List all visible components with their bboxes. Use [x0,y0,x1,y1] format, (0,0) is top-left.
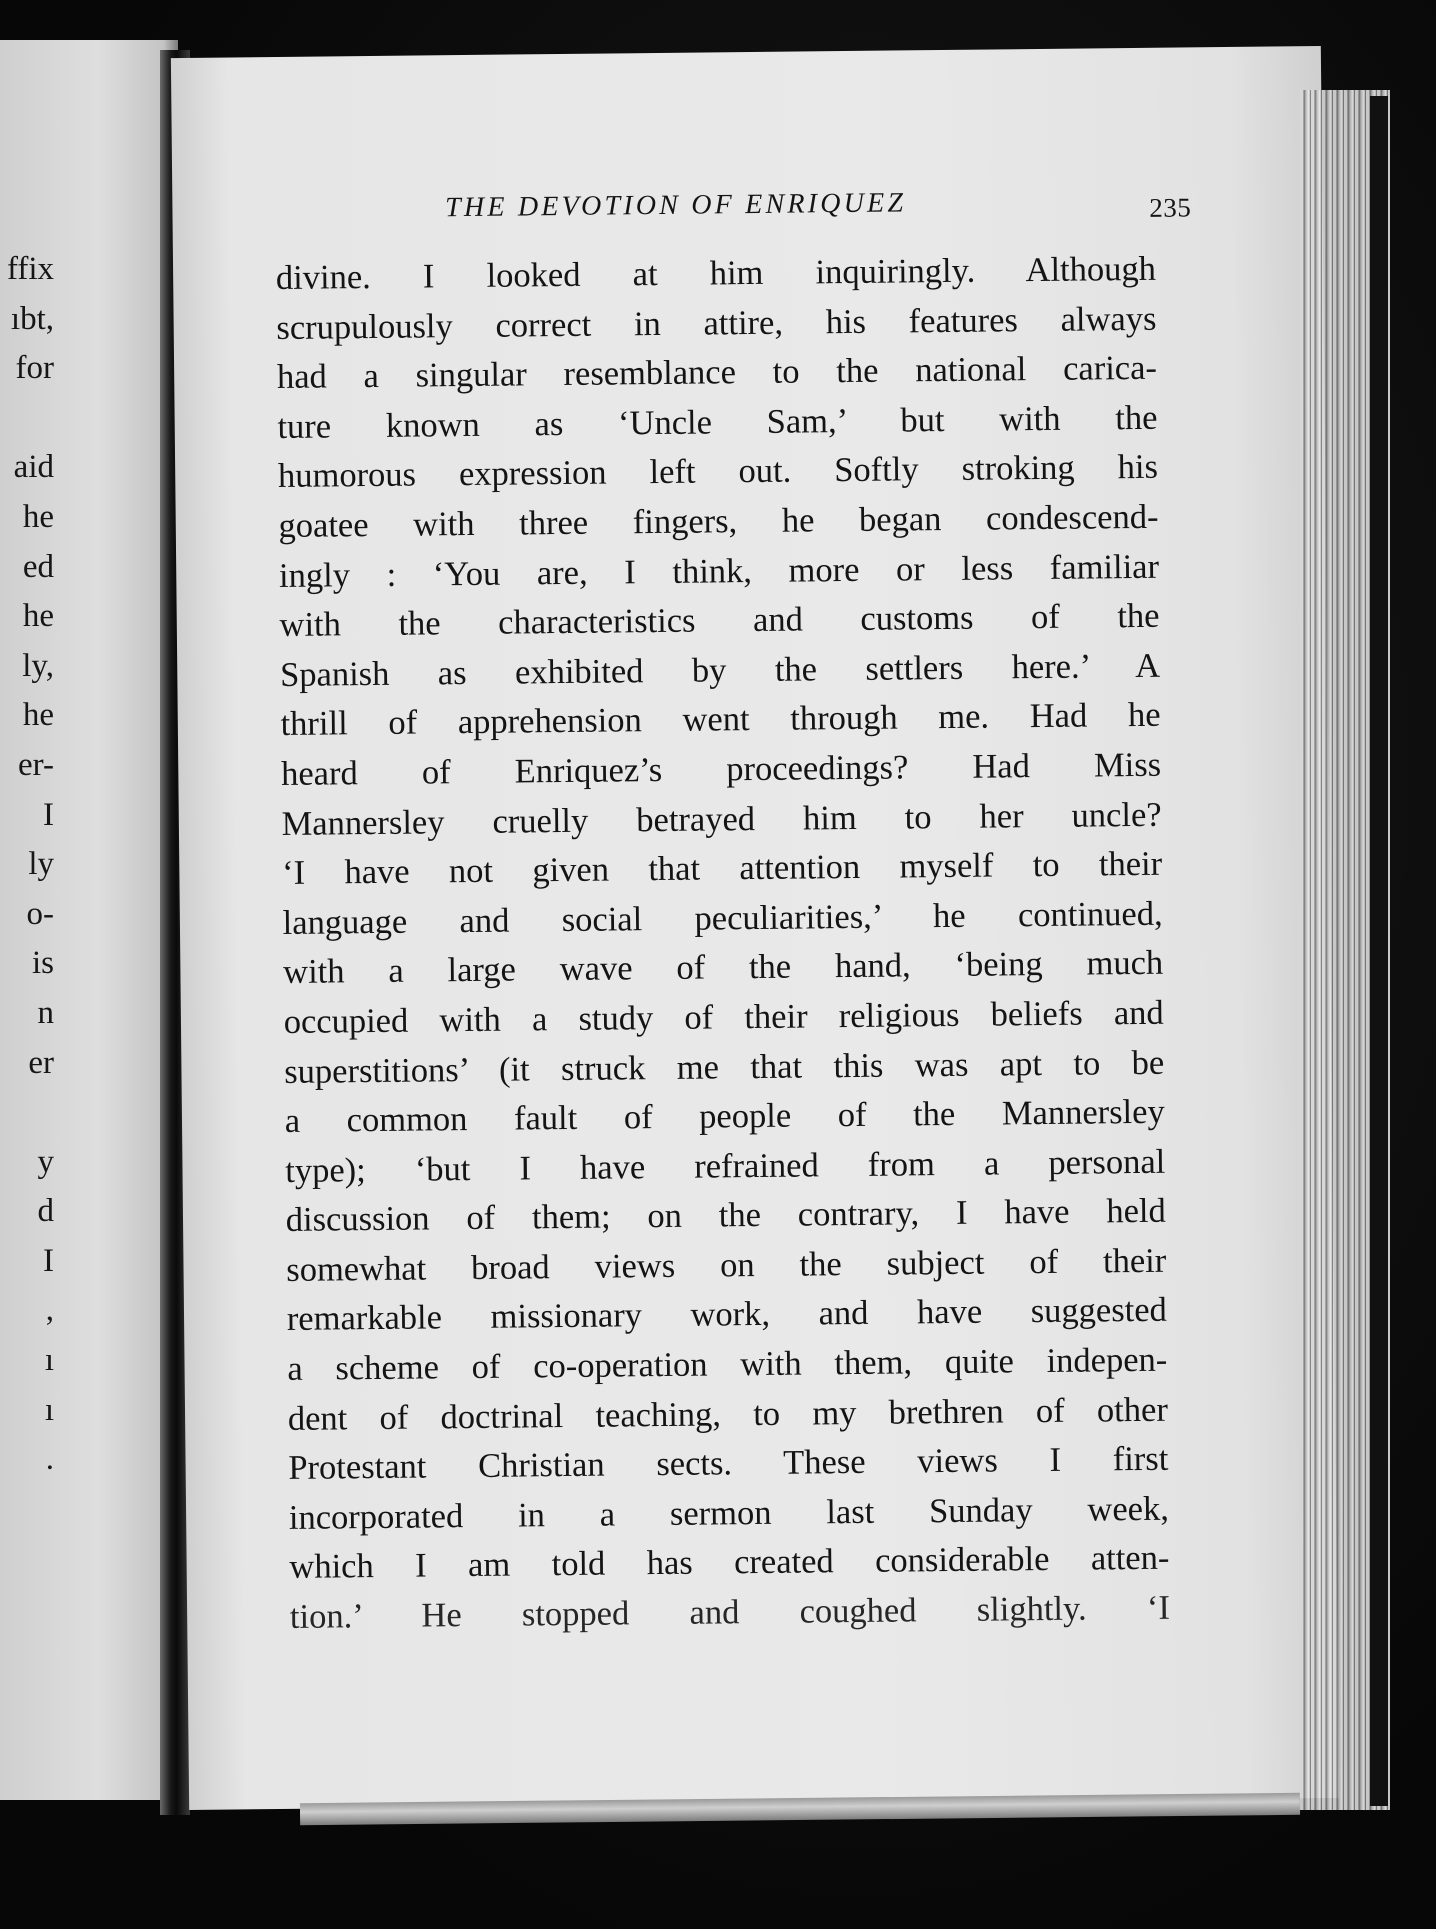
text-line: goatee with three fingers, he began condescend- [278,497,1159,545]
text-line: language and social peculiarities,’ he continued, [282,894,1163,942]
text-line: dent of doctrinal teaching, to my brethren of other [287,1390,1169,1438]
text-line: somewhat broad views on the subject of their [286,1241,1167,1289]
text-line: discussion of them; on the contrary, I have held [285,1192,1166,1240]
text-line: scrupulously correct in attire, his features always [276,299,1157,347]
text-line: with the characteristics and customs of the [279,596,1160,645]
text-line: divine. I looked at him inquiringly. Although [275,249,1157,297]
text-line: humorous expression left out. Softly stroking his [277,448,1159,496]
text-line: Mannersley cruelly betrayed him to her uncle? [281,795,1162,843]
text-line: tion.’ He stopped and coughed slightly. ‘I [289,1588,1171,1636]
text-line: type); ‘but I have refrained from a personal [285,1142,1166,1190]
text-line: ingly : ‘You are, I think, more or less familiar [278,547,1160,595]
page-number: 235 [1149,192,1192,223]
text-line: incorporated in a sermon last Sunday week, [288,1489,1170,1537]
body-text [276,245,1170,1643]
previous-page [0,40,178,1800]
text-line: heard of Enriquez’s proceedings? Had Miss [280,745,1162,793]
text-line: occupied with a study of their religious beliefs and [283,993,1164,1041]
text-line: had a singular resemblance to the national carica- [276,348,1158,397]
text-line: which I am told has created considerable atten- [289,1539,1170,1587]
text-line: superstitions’ (it struck me that this was apt to be [284,1043,1165,1091]
text-line: Spanish as exhibited by the settlers here.’ A [279,646,1161,694]
running-head [275,181,1192,254]
text-line: ‘I have not given that attention myself to their [281,844,1163,893]
text-line: Protestant Christian sects. These views I first [288,1439,1169,1488]
text-line: a scheme of co-operation with them, quite indepen- [287,1340,1168,1388]
text-line: remarkable missionary work, and have suggested [286,1291,1167,1339]
text-line: thrill of apprehension went through me. Had he [280,696,1161,744]
text-line: with a large wave of the hand, ‘being much [282,944,1164,992]
text-block [275,181,1192,1643]
page-edges-shadow [1370,96,1388,1806]
text-line: ture known as ‘Uncle Sam,’ but with the [277,398,1158,446]
previous-page-line-endings: ffix ıbt, for aid he ed he ly, he er- I ly o- is n er y d I , ı ı . [6,251,54,1478]
running-title: THE DEVOTION OF ENRIQUEZ [445,187,907,224]
text-line: a common fault of people of the Mannersley [284,1092,1165,1141]
